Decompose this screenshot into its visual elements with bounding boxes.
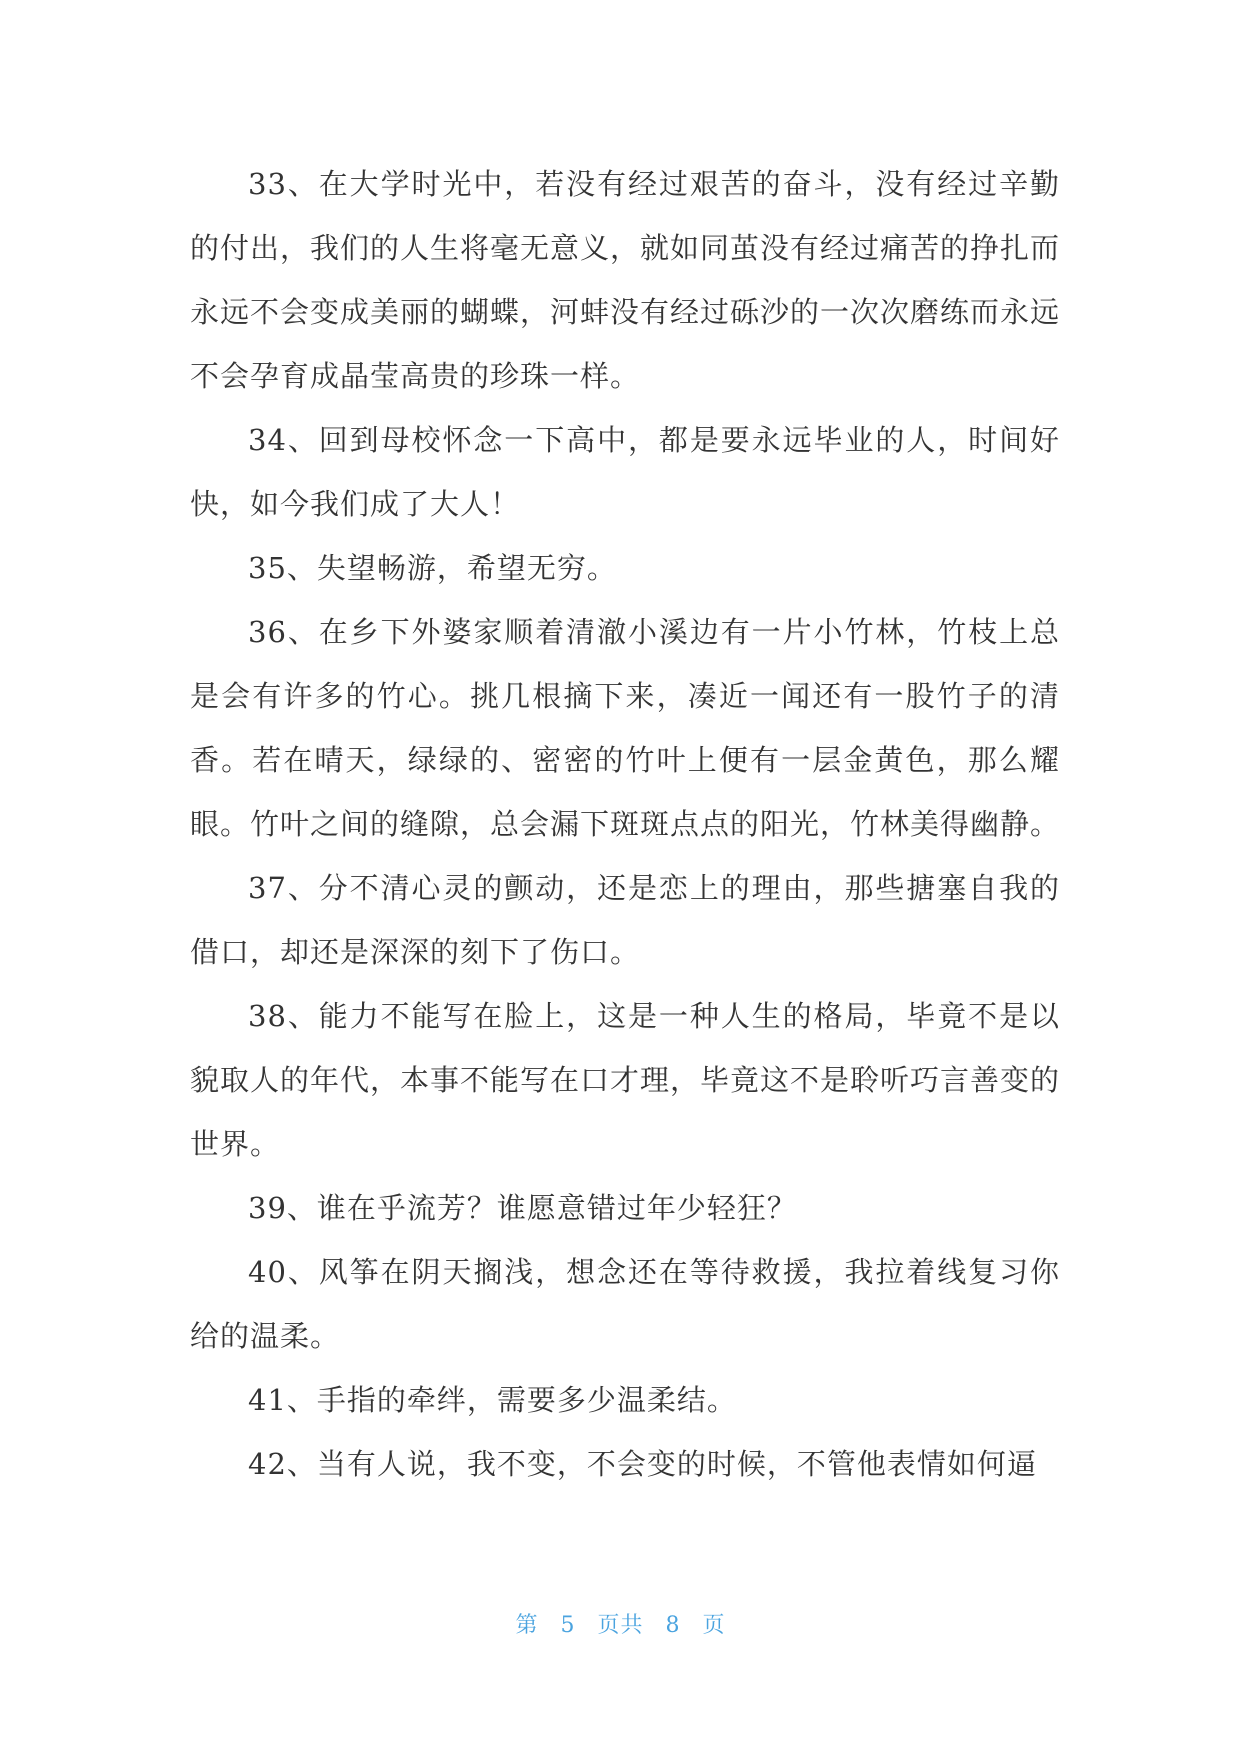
paragraph-40: 40、风筝在阴天搁浅，想念还在等待救援，我拉着线复习你给的温柔。	[190, 1255, 1060, 1353]
paragraph-37: 37、分不清心灵的颤动，还是恋上的理由，那些搪塞自我的借口，却还是深深的刻下了伤口。	[190, 871, 1060, 969]
document-body	[190, 152, 1060, 1496]
footer-total-pages: 8	[665, 1613, 681, 1638]
paragraph-36: 36、在乡下外婆家顺着清澈小溪边有一片小竹林，竹枝上总是会有许多的竹心。挑几根摘下来，凑近一闻还有一股竹子的清香。若在晴天，绿绿的、密密的竹叶上便有一层金黄色，那么耀眼。竹叶之间的缝隙，总会漏下斑斑点点的阳光，竹林美得幽静。	[190, 615, 1061, 841]
page-footer	[0, 1608, 1241, 1639]
paragraph-33: 33、在大学时光中，若没有经过艰苦的奋斗，没有经过辛勤的付出，我们的人生将毫无意义，就如同茧没有经过痛苦的挣扎而永远不会变成美丽的蝴蝶，河蚌没有经过砾沙的一次次磨练而永远不会孕育成晶莹高贵的珍珠一样。	[190, 167, 1061, 393]
footer-current-page: 5	[560, 1613, 576, 1638]
paragraph-34: 34、回到母校怀念一下高中，都是要永远毕业的人，时间好快，如今我们成了大人！	[190, 423, 1060, 521]
footer-middle: 页共	[597, 1613, 644, 1638]
paragraph-35: 35、失望畅游，希望无穷。	[248, 551, 617, 585]
footer-prefix: 第	[515, 1613, 539, 1638]
paragraph-38: 38、能力不能写在脸上，这是一种人生的格局，毕竟不是以貌取人的年代，本事不能写在口才理，毕竟这不是聆听巧言善变的世界。	[190, 999, 1061, 1161]
footer-suffix: 页	[702, 1613, 726, 1638]
paragraph-39: 39、谁在乎流芳？谁愿意错过年少轻狂？	[248, 1191, 797, 1225]
paragraph-41: 41、手指的牵绊，需要多少温柔结。	[248, 1383, 737, 1417]
paragraph-42: 42、当有人说，我不变，不会变的时候，不管他表情如何逼	[248, 1447, 1037, 1481]
